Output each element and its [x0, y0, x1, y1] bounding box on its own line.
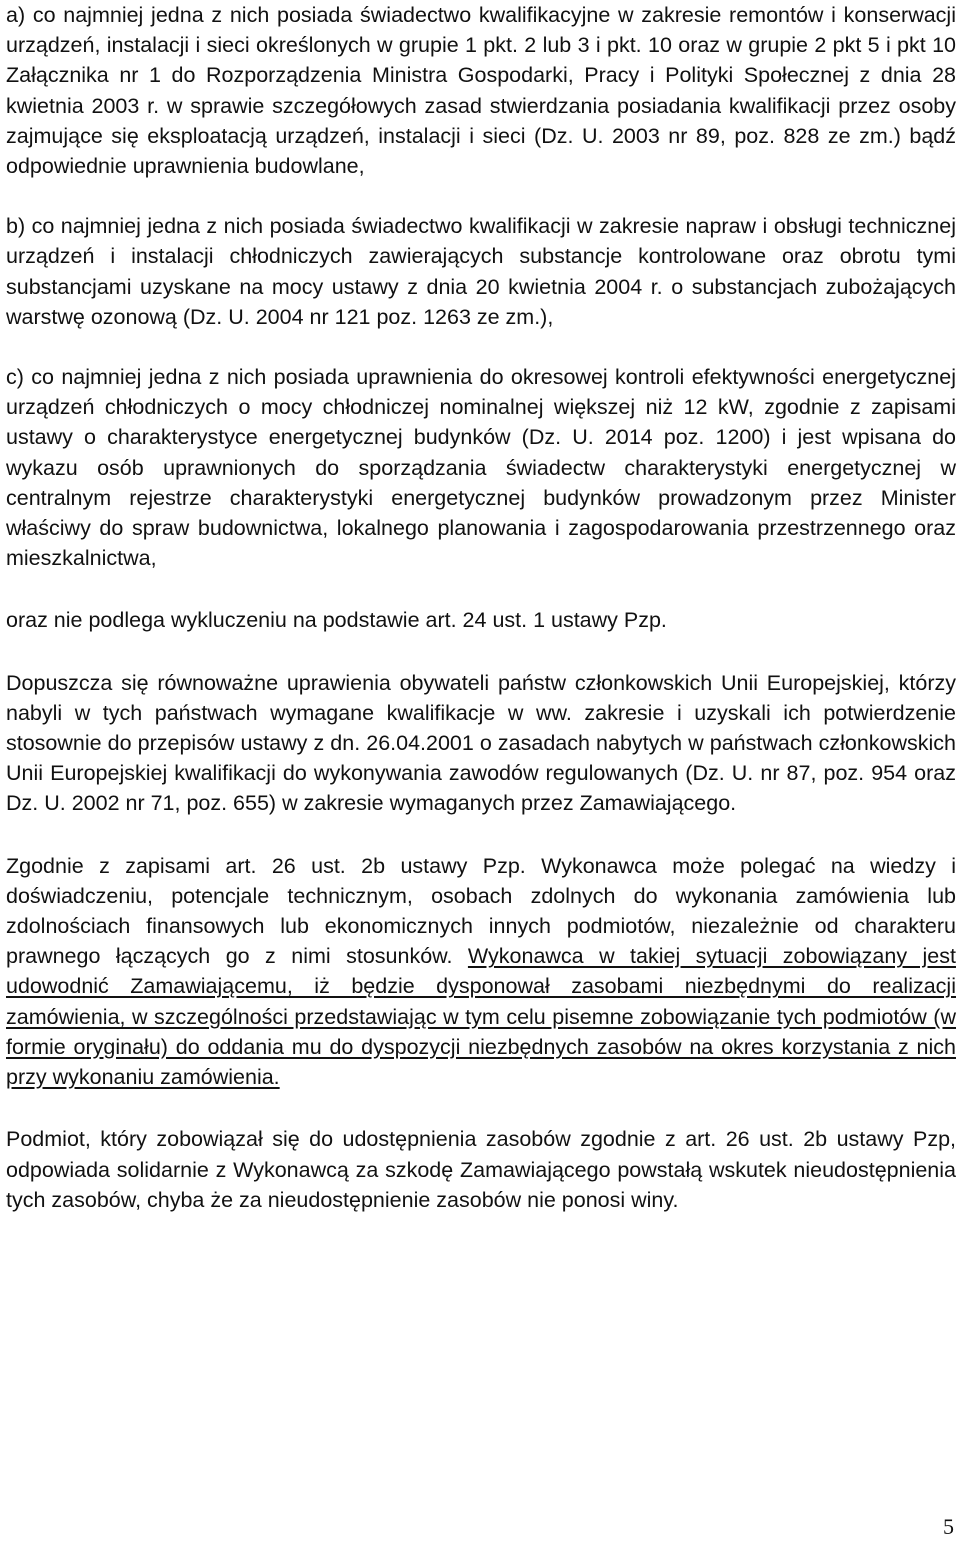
- reliance-intro-text: Zgodnie z zapisami art. 26 ust. 2b ustawy Pzp. Wykonawca może polegać na wiedzy i doświadczeniu, potencjale technicznym, osobach zdolnych do wykonania zamówienia lub zdolnościach finansowych lub ekonomicznych innych podmiotów, niezależnie od charakteru prawnego łączących go z nimi stosunków.: [6, 853, 956, 969]
- page-number: 5: [943, 1514, 954, 1539]
- paragraph-eu-equivalence: Dopuszcza się równoważne uprawienia obywateli państw członkowskich Unii Europejskiej, którzy nabyli w tych państwach wymagane kwalifikacje w ww. zakresie i uzyskali ich potwierdzenie stosownie do przepisów ustawy z dn. 26.04.2001 o zasadach nabytych w państwach członkowskich Unii Europejskiej kwalifikacji do wykonywania zawodów regulowanych (Dz. U. nr 87, poz. 954 oraz Dz. U. 2002 nr 71, poz. 655) w zakresie wymaganych przez Zamawiającego.: [6, 670, 956, 816]
- paragraph-liability: Podmiot, który zobowiązał się do udostępnienia zasobów zgodnie z art. 26 ust. 2b ustawy Pzp, odpowiada solidarnie z Wykonawcą za szkodę Zamawiającego powstałą wskutek nieudostępnienia tych zasobów, chyba że za nieudostępnienie zasobów nie ponosi winy.: [6, 1127, 956, 1212]
- paragraph-item-b: b) co najmniej jedna z nich posiada świadectwo kwalifikacji w zakresie napraw i obsługi technicznej urządzeń i instalacji chłodniczych zawierających substancje kontrolowane oraz obrotu tymi substancjami uzyskane na mocy ustawy z dnia 20 kwietnia 2004 r. o substancjach zubożających warstwę ozonową (Dz. U. 2004 nr 121 poz. 1263 ze zm.),: [6, 214, 956, 329]
- paragraph-exclusion: oraz nie podlega wykluczeniu na podstawie art. 24 ust. 1 ustawy Pzp.: [6, 608, 667, 633]
- reliance-underlined-text: Wykonawca w takiej sytuacji zobowiązany jest udowodnić Zamawiającemu, iż będzie dysponował zasobami niezbędnymi do realizacji zamówienia, w szczególności przedstawiając w tym celu pisemne zobowiązanie tych podmiotów (w formie oryginału) do oddania mu do dyspozycji niezbędnych zasobów na okres korzystania z nich przy wykonaniu zamówienia.: [6, 944, 956, 1090]
- paragraph-item-c: c) co najmniej jedna z nich posiada uprawnienia do okresowej kontroli efektywności energetycznej urządzeń chłodniczych o mocy chłodniczej nominalnej większej niż 12 kW, zgodnie z zapisami ustawy o charakterystyce energetycznej budynków (Dz. U. 2014 poz. 1200) i jest wpisana do wykazu osób uprawnionych do sporządzania świadectw charakterystyki energetycznej w centralnym rejestrze charakterystyki energetycznej budynków prowadzonym przez Minister właściwy do spraw budownictwa, lokalnego planowania i zagospodarowania przestrzennego oraz mieszkalnictwa,: [6, 365, 956, 571]
- paragraph-reliance: [6, 851, 956, 1093]
- document-page: [6, 0, 956, 1215]
- paragraph-item-a: a) co najmniej jedna z nich posiada świadectwo kwalifikacyjne w zakresie remontów i konserwacji urządzeń, instalacji i sieci określonych w grupie 1 pkt. 2 lub 3 i pkt. 10 oraz w grupie 2 pkt 5 i pkt 10 Załącznika nr 1 do Rozporządzenia Ministra Gospodarki, Pracy i Polityki Społecznej z dnia 28 kwietnia 2003 r. w sprawie szczegółowych zasad stwierdzania posiadania kwalifikacji przez osoby zajmujące się eksploatacją urządzeń, instalacji i sieci (Dz. U. 2003 nr 89, poz. 828 ze zm.) bądź odpowiednie uprawnienia budowlane,: [6, 3, 956, 179]
